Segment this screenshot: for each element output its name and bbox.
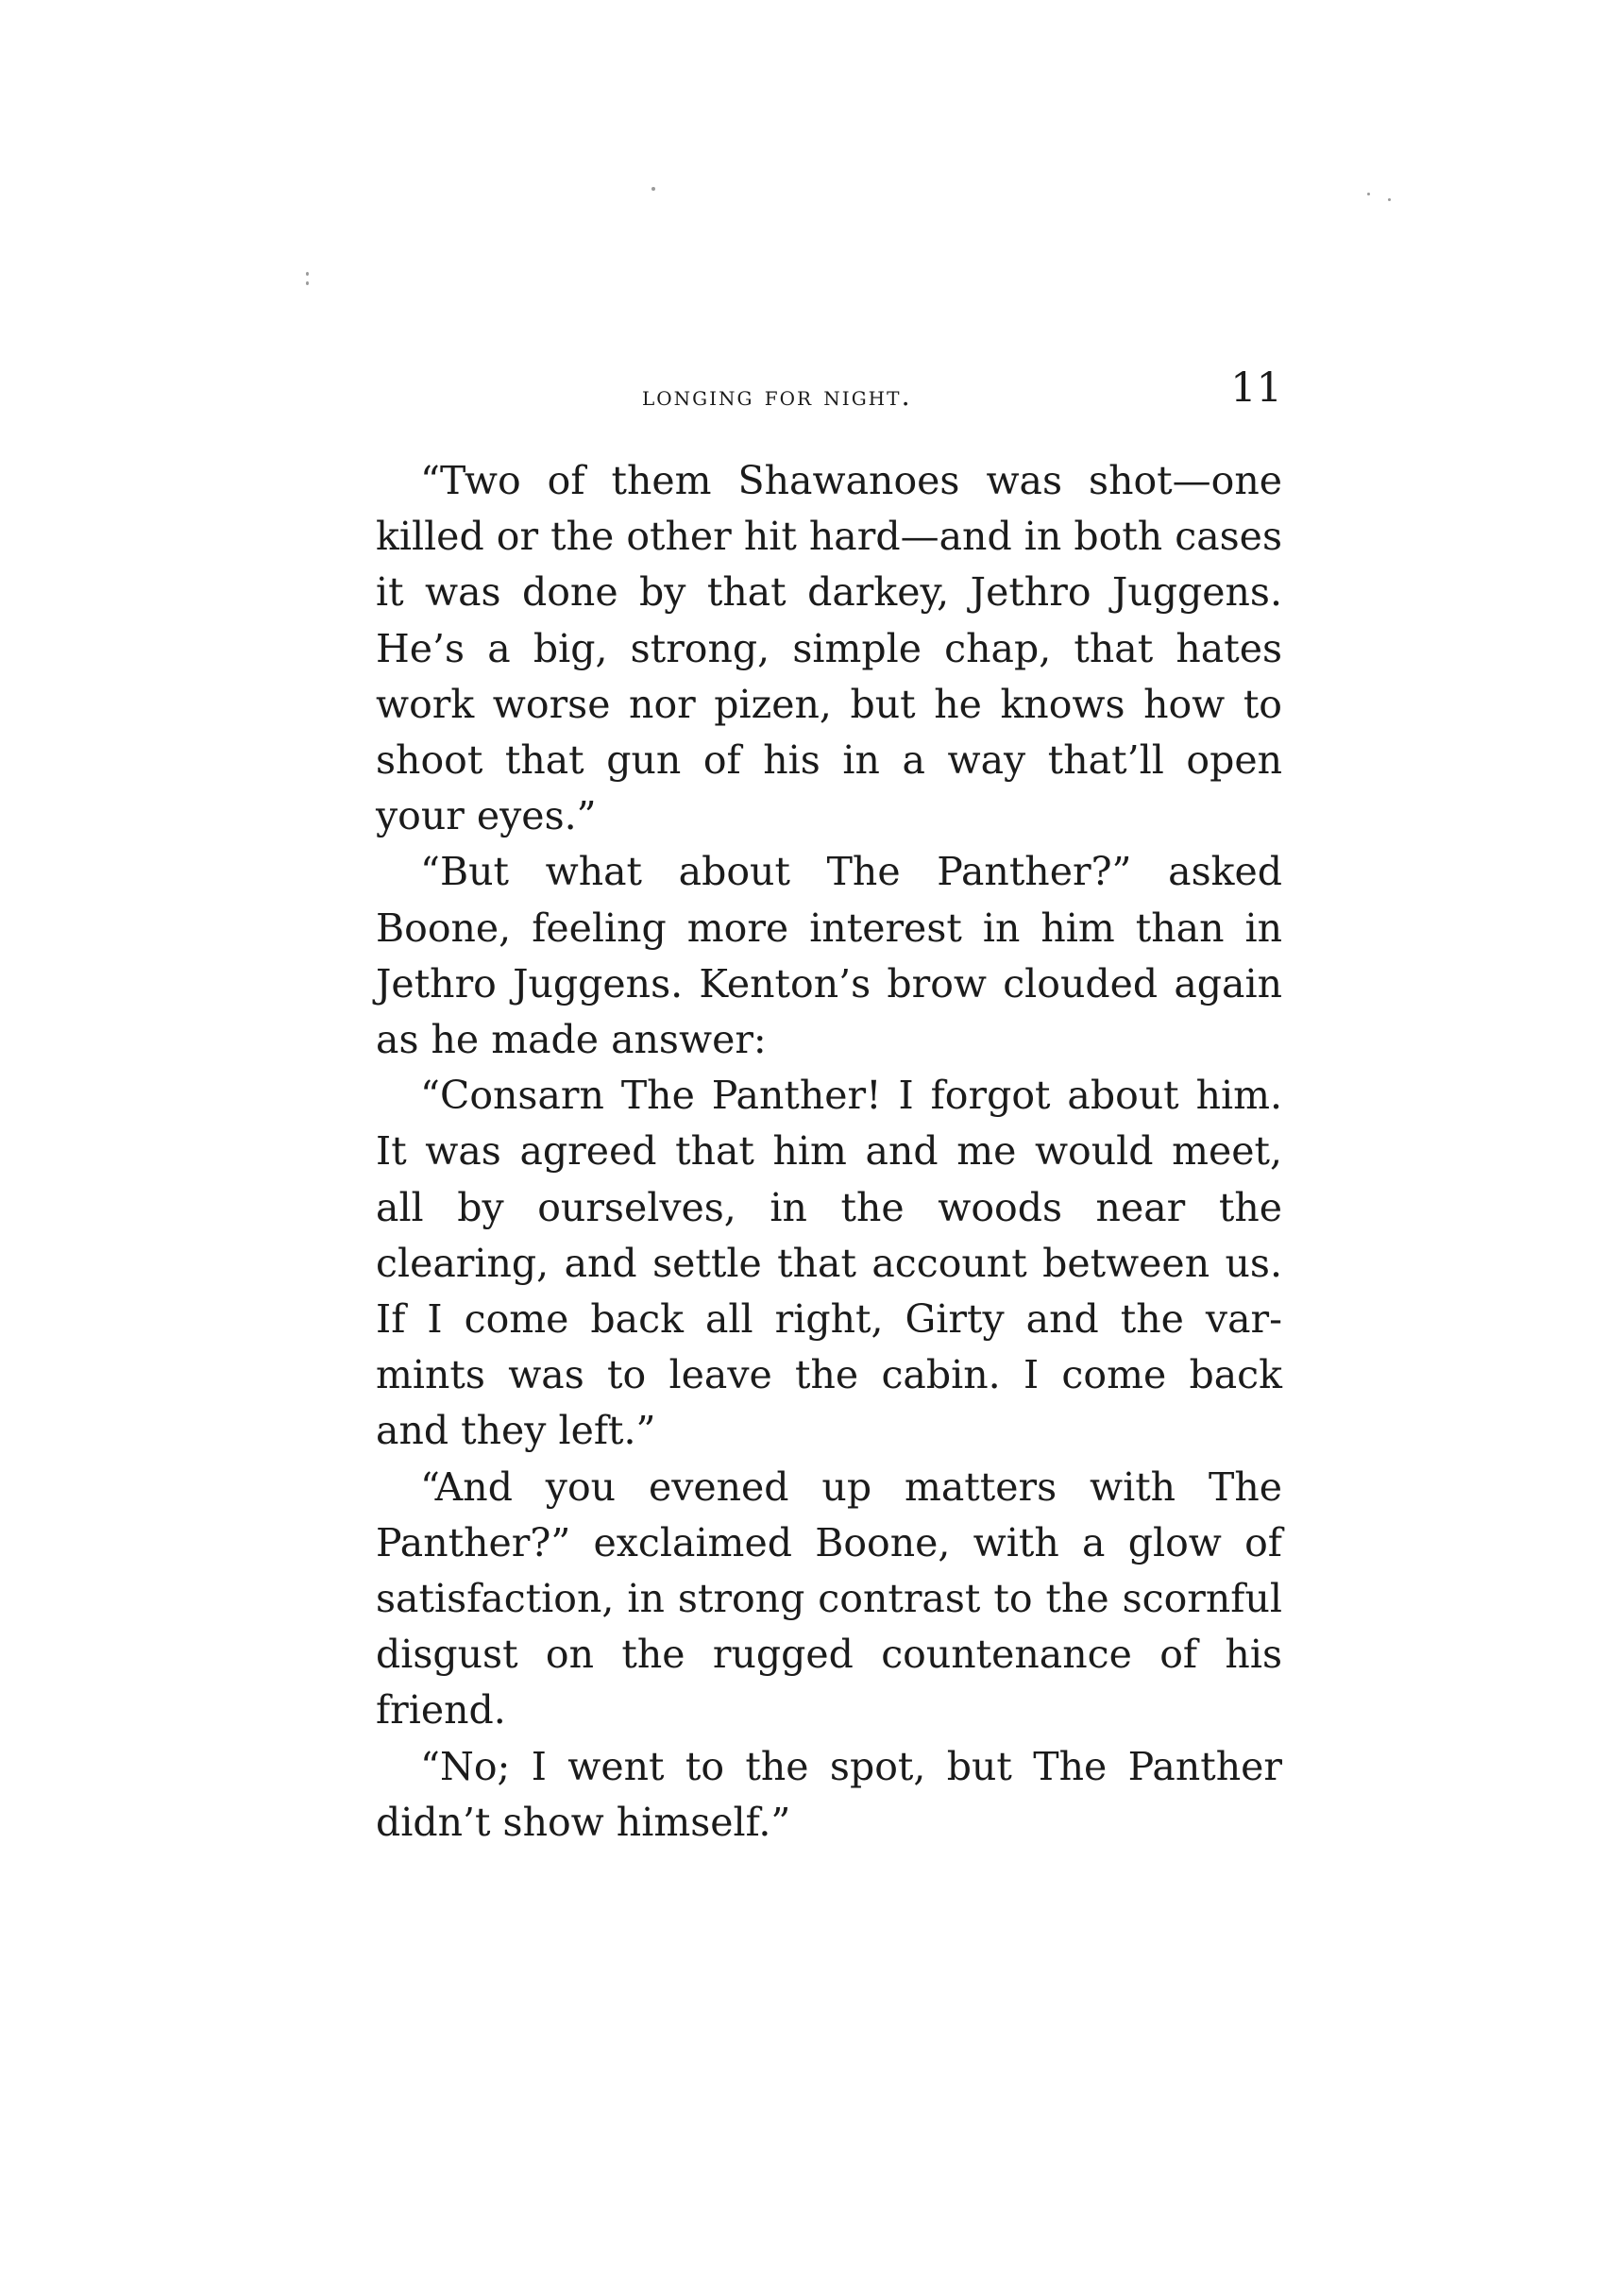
running-head (376, 364, 1282, 421)
paragraph: “Two of them Shawanoes was shot—one killed or the other hit hard—and in both cases it was done by that darkey, Jethro Juggens. He’s a big, strong, simple chap, that hates work worse nor pizen, but he knows how to shoot that gun of his in a way that’ll open your eyes.” (376, 458, 1282, 839)
scan-speck (1367, 193, 1370, 195)
paragraph: “And you evened up matters with The Panther?” exclaimed Boone, with a glow of satisfaction, in strong contrast to the scornful disgust on the rugged countenance of his friend. (376, 1463, 1282, 1734)
page-number: 11 (1230, 364, 1282, 412)
scan-speck (306, 281, 309, 285)
paragraph: “Consarn The Panther! I forgot about him. It was agreed that him and me would meet, all by ourselves, in the woods near the clearing, and settle that account between us. If I come back all right, Girty and the var-mints was to leave the cabin. I come back and they left.” (376, 1073, 1282, 1454)
scan-speck (306, 272, 309, 276)
scan-speck (1388, 198, 1391, 201)
paragraph: “But what about The Panther?” asked Boone, feeling more interest in him than in Jethro Juggens. Kenton’s brow clouded again as he made answer: (376, 849, 1282, 1063)
running-title: longing for night. (642, 380, 912, 412)
scan-speck (651, 187, 655, 191)
paragraph: “No; I went to the spot, but The Panther didn’t show himself.” (376, 1743, 1282, 1845)
body-text (376, 453, 1282, 1851)
